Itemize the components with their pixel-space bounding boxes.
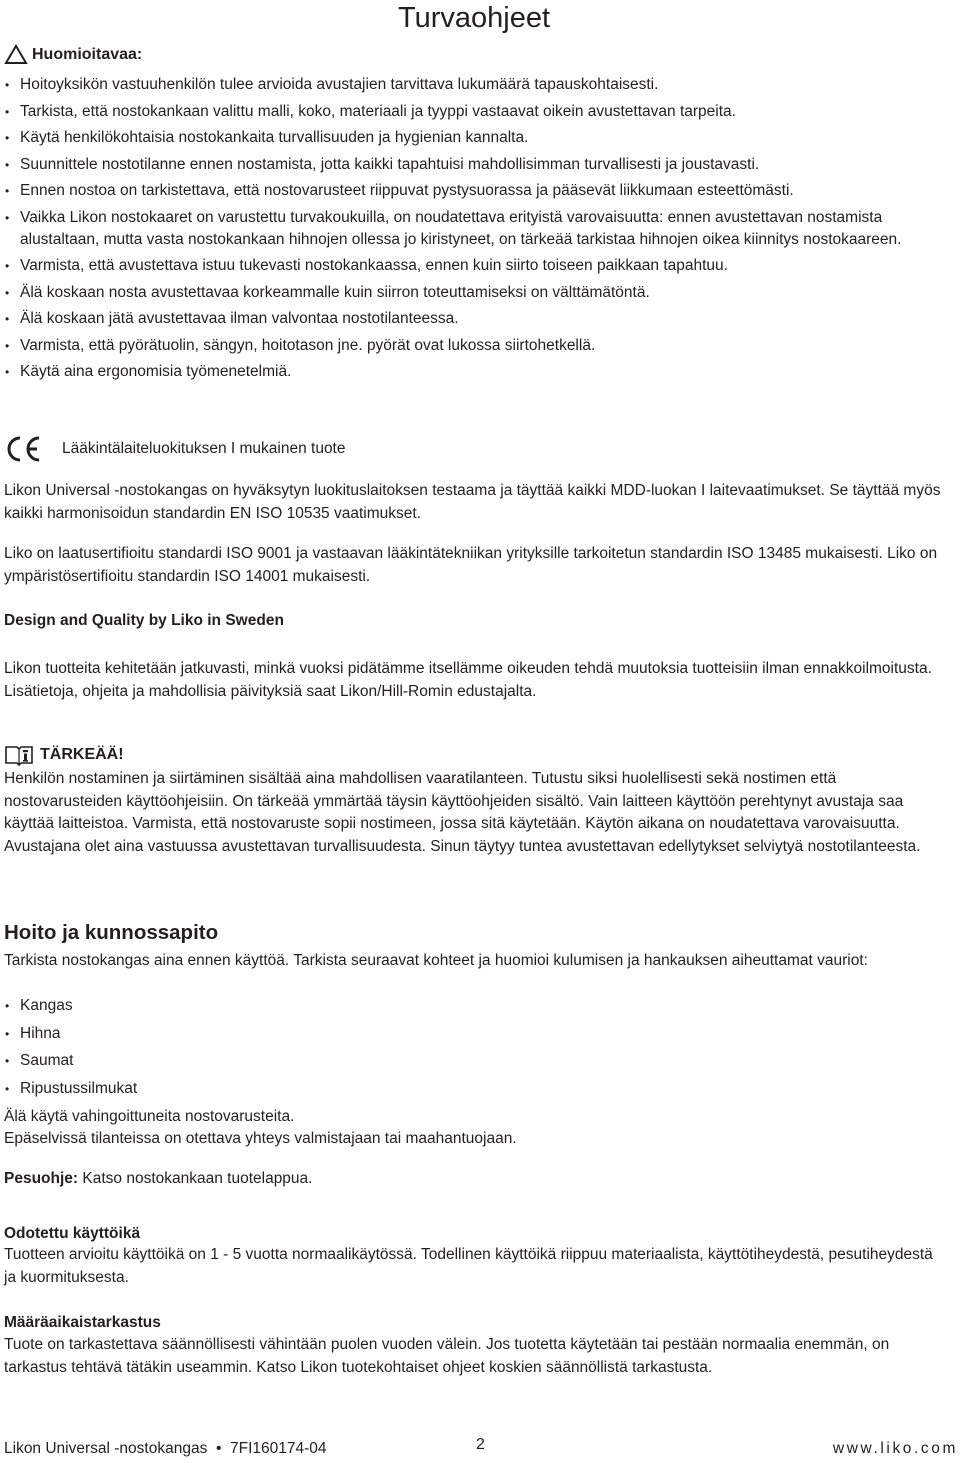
- iso-text: Liko on laatusertifioitu standardi ISO 9001 ja vastaavan lääkintätekniikan yrityksille tarkoitetun standardin ISO 13485 mukaisesti. Liko on ympäristösertifioitu standardin ISO 14001 mukaisesti.: [4, 545, 938, 585]
- care-note-2: Epäselvissä tilanteissa on otettava yhteys valmistajaan tai maahantuojaan.: [4, 1130, 517, 1147]
- ce-marking: [4, 435, 346, 463]
- list-item: • Hihna: [4, 1023, 958, 1045]
- list-item: • Varmista, että avustettava istuu tukevasti nostokankaassa, ennen kuin siirto toiseen paikkaan tapahtuu.: [4, 255, 958, 277]
- inspection-text: Tuote on tarkastettava säännöllisesti vähintään puolen vuoden välein. Jos tuotetta käytetään tai pestään normaalia enemmän, on tarkastus tehtävä tätäkin useammin. Katso Likon tuotekohtaiset ohjeet koskien säännöllistä tarkastusta.: [4, 1336, 890, 1376]
- design-heading: Design and Quality by Liko in Sweden: [4, 612, 284, 629]
- list-item: • Vaikka Likon nostokaaret on varustettu turvakoukuilla, on noudatettava erityistä varovaisuutta: ennen avustettavan nostamista alustaltaan, mutta vasta nostokankaan hihnojen ollessa jo kiristyneet, on tärkeää tarkistaa hihnojen oikea kiinnitys nostokaareen.: [4, 207, 958, 251]
- list-item: • Varmista, että pyörätuolin, sängyn, hoitotason jne. pyörät ovat lukossa siirtohetkellä.: [4, 335, 958, 357]
- lifespan-text: Tuotteen arvioitu käyttöikä on 1 - 5 vuotta normaalikäytössä. Todellinen käyttöikä riippuu materiaalista, käyttötiheydestä, pesutiheydestä ja kuormituksesta.: [4, 1246, 933, 1286]
- warning-heading: [4, 44, 142, 65]
- ce-text: Lääkintälaiteluokituksen I mukainen tuote: [62, 440, 346, 457]
- page-number: 2: [476, 1436, 485, 1453]
- warning-triangle-icon: [4, 44, 28, 65]
- development-text: Likon tuotteita kehitetään jatkuvasti, minkä vuoksi pidätämme itsellämme oikeuden tehdä muutoksia tuotteisiin ilman ennakkoilmoitusta. Lisätietoja, ohjeita ja mahdollisia päivityksiä saat Likon/Hill-Romin edustajalta.: [4, 660, 932, 700]
- page-title: Turvaohjeet: [398, 2, 551, 34]
- inspection-heading: Määräaikaistarkastus: [4, 1314, 161, 1331]
- list-item: • Kangas: [4, 995, 958, 1017]
- list-item: • Älä koskaan nosta avustettavaa korkeammalle kuin siirron toteuttamiseksi on välttämätöntä.: [4, 282, 958, 304]
- care-heading: Hoito ja kunnossapito: [4, 921, 219, 944]
- care-intro: Tarkista nostokangas aina ennen käyttöä. Tarkista seuraavat kohteet ja huomioi kulumisen ja hankauksen aiheuttamat vauriot:: [4, 952, 868, 969]
- list-item: • Saumat: [4, 1050, 958, 1072]
- safety-list: [4, 74, 958, 388]
- wash-label: Pesuohje:: [4, 1170, 79, 1187]
- footer-product-code: Likon Universal -nostokangas • 7FI160174-04: [4, 1440, 327, 1457]
- care-note-1: Älä käytä vahingoittuneita nostovarusteita.: [4, 1108, 295, 1125]
- list-item: • Käytä aina ergonomisia työmenetelmiä.: [4, 361, 958, 383]
- list-item: • Älä koskaan jätä avustettavaa ilman valvontaa nostotilanteessa.: [4, 308, 958, 330]
- important-heading-label: TÄRKEÄÄ!: [40, 746, 124, 763]
- approval-text: Likon Universal -nostokangas on hyväksytyn luokituslaitoksen testaama ja täyttää kaikki MDD-luokan I laitevaatimukset. Se täyttää myös kaikki harmonisoidun standardin EN ISO 10535 vaatimukset.: [4, 482, 941, 522]
- list-item: • Käytä henkilökohtaisia nostokankaita turvallisuuden ja hygienian kannalta.: [4, 127, 958, 149]
- wash-text: Katso nostokankaan tuotelappua.: [78, 1170, 313, 1187]
- warning-heading-label: Huomioitavaa:: [32, 45, 143, 63]
- read-manual-icon: [4, 744, 34, 766]
- care-list: [4, 995, 958, 1105]
- important-text: Henkilön nostaminen ja siirtäminen sisältää aina mahdollisen vaaratilanteen. Tutustu siksi huolellisesti sekä nostimen että nostovarusteiden käyttöohjeisiin. On tärkeää ymmärtää täysin käyttöohjeiden sisältö. Vain laitteen käyttöön perehtynyt avustaja saa käyttää laitteistoa. Varmista, että nostovaruste sopii nostimeen, jossa sitä käytetään. Käytön aikana on noudatettava varovaisuutta. Avustajana olet aina vastuussa avustettavan turvallisuudesta. Sinun täytyy tuntea avustettavan edellytykset selviytyä nostotilanteesta.: [4, 770, 921, 855]
- list-item: • Suunnittele nostotilanne ennen nostamista, jotta kaikki tapahtuisi mahdollisimman turvallisesti ja joustavasti.: [4, 154, 958, 176]
- list-item: • Tarkista, että nostokankaan valittu malli, koko, materiaali ja tyyppi vastaavat oikein avustettavan tarpeita.: [4, 101, 958, 123]
- list-item: • Hoitoyksikön vastuuhenkilön tulee arvioida avustajien tarvittava lukumäärä tapauskohtaisesti.: [4, 74, 958, 96]
- important-heading: [4, 744, 124, 766]
- list-item: • Ennen nostoa on tarkistettava, että nostovarusteet riippuvat pystysuorassa ja pääsevät liikkumaan esteettömästi.: [4, 180, 958, 202]
- footer-website: www.liko.com: [832, 1440, 958, 1457]
- ce-mark-icon: [4, 435, 42, 463]
- wash-instructions: [4, 1168, 949, 1191]
- list-item: • Ripustussilmukat: [4, 1078, 958, 1100]
- lifespan-heading: Odotettu käyttöikä: [4, 1225, 141, 1242]
